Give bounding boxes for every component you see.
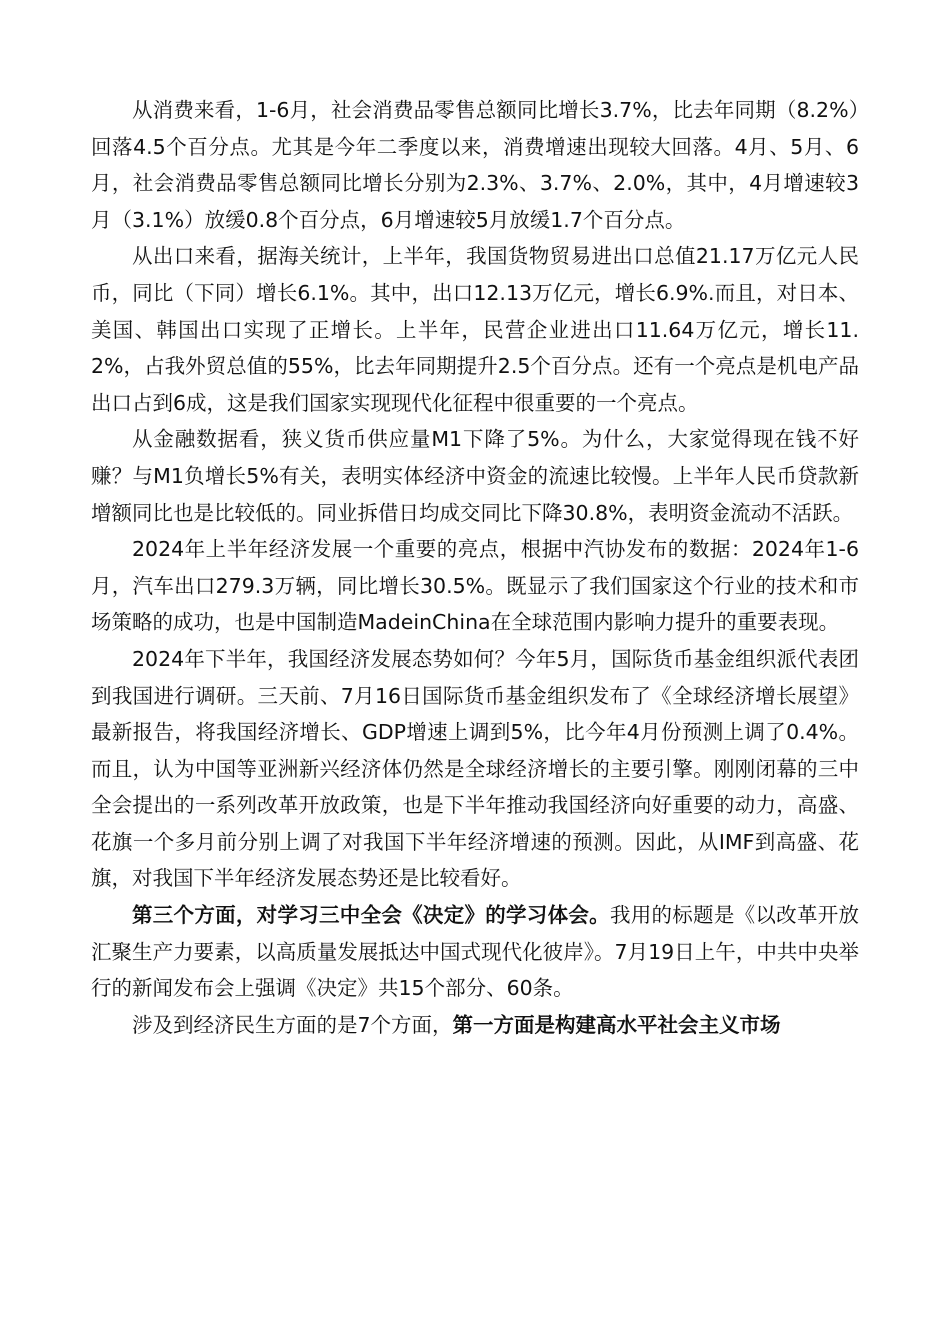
paragraph-finance <box>91 421 859 531</box>
paragraph-text: 2024年上半年经济发展一个重要的亮点，根据中汽协发布的数据：2024年1-6月，汽车出口279.3万辆，同比增长30.5%。既显示了我们国家这个行业的技术和市场策略的成功，也是中国制造MadeinChina在全球范围内影响力提升的重要表现。 <box>91 537 859 635</box>
paragraph-text: 从金融数据看，狭义货币供应量M1下降了5%。为什么，大家觉得现在钱不好赚？与M1负增长5%有关，表明实体经济中资金的流速比较慢。上半年人民币贷款新增额同比也是比较低的。同业拆借日均成交同比下降30.8%，表明资金流动不活跃。 <box>91 427 859 525</box>
paragraph-text: 2024年下半年，我国经济发展态势如何？今年5月，国际货币基金组织派代表团到我国进行调研。三天前、7月16日国际货币基金组织发布了《全球经济增长展望》最新报告，将我国经济增长、GDP增速上调到5%，比今年4月份预测上调了0.4%。而且，认为中国等亚洲新兴经济体仍然是全球经济增长的主要引擎。刚刚闭幕的三中全会提出的一系列改革开放政策，也是下半年推动我国经济向好重要的动力，高盛、花旗一个多月前分别上调了对我国下半年经济增速的预测。因此，从IMF到高盛、花旗，对我国下半年经济发展态势还是比较看好。 <box>91 646 859 891</box>
paragraph-outlook <box>91 641 859 897</box>
paragraph-auto-export <box>91 531 859 641</box>
paragraph-text: 从消费来看，1-6月，社会消费品零售总额同比增长3.7%，比去年同期（8.2%）回落4.5个百分点。尤其是今年二季度以来，消费增速出现较大回落。4月、5月、6月，社会消费品零售总额同比增长分别为2.3%、3.7%、2.0%，其中，4月增速较3月（3.1%）放缓0.8个百分点，6月增速较5月放缓1.7个百分点。 <box>91 98 859 232</box>
paragraph-bold-heading: 第一方面是构建高水平社会主义市场 <box>452 1012 781 1037</box>
paragraph-text: 我用的标题是《以改革开放汇聚生产力要素，以高质量发展抵达中国式现代化彼岸》。7月19日上午，中共中央举行的新闻发布会上强调《决定》共15个部分、60条。 <box>91 903 860 1001</box>
document-page <box>91 92 859 1043</box>
paragraph-text: 从出口来看，据海关统计，上半年，我国货物贸易进出口总值21.17万亿元人民币，同比（下同）增长6.1%。其中，出口12.13万亿元，增长6.9%.而且，对日本、美国、韩国出口实现了正增长。上半年，民营企业进出口11.64万亿元，增长11.2%，占我外贸总值的55%，比去年同期提升2.5个百分点。还有一个亮点是机电产品出口占到6成，这是我们国家实现现代化征程中很重要的一个亮点。 <box>91 244 859 415</box>
paragraph-export <box>91 238 859 421</box>
paragraph-bold-heading: 第三个方面，对学习三中全会《决定》的学习体会。 <box>132 903 610 928</box>
paragraph-livelihood <box>91 1007 859 1044</box>
paragraph-consumption <box>91 92 859 238</box>
paragraph-third-aspect <box>91 897 859 1007</box>
paragraph-text: 涉及到经济民生方面的是7个方面， <box>132 1012 453 1037</box>
